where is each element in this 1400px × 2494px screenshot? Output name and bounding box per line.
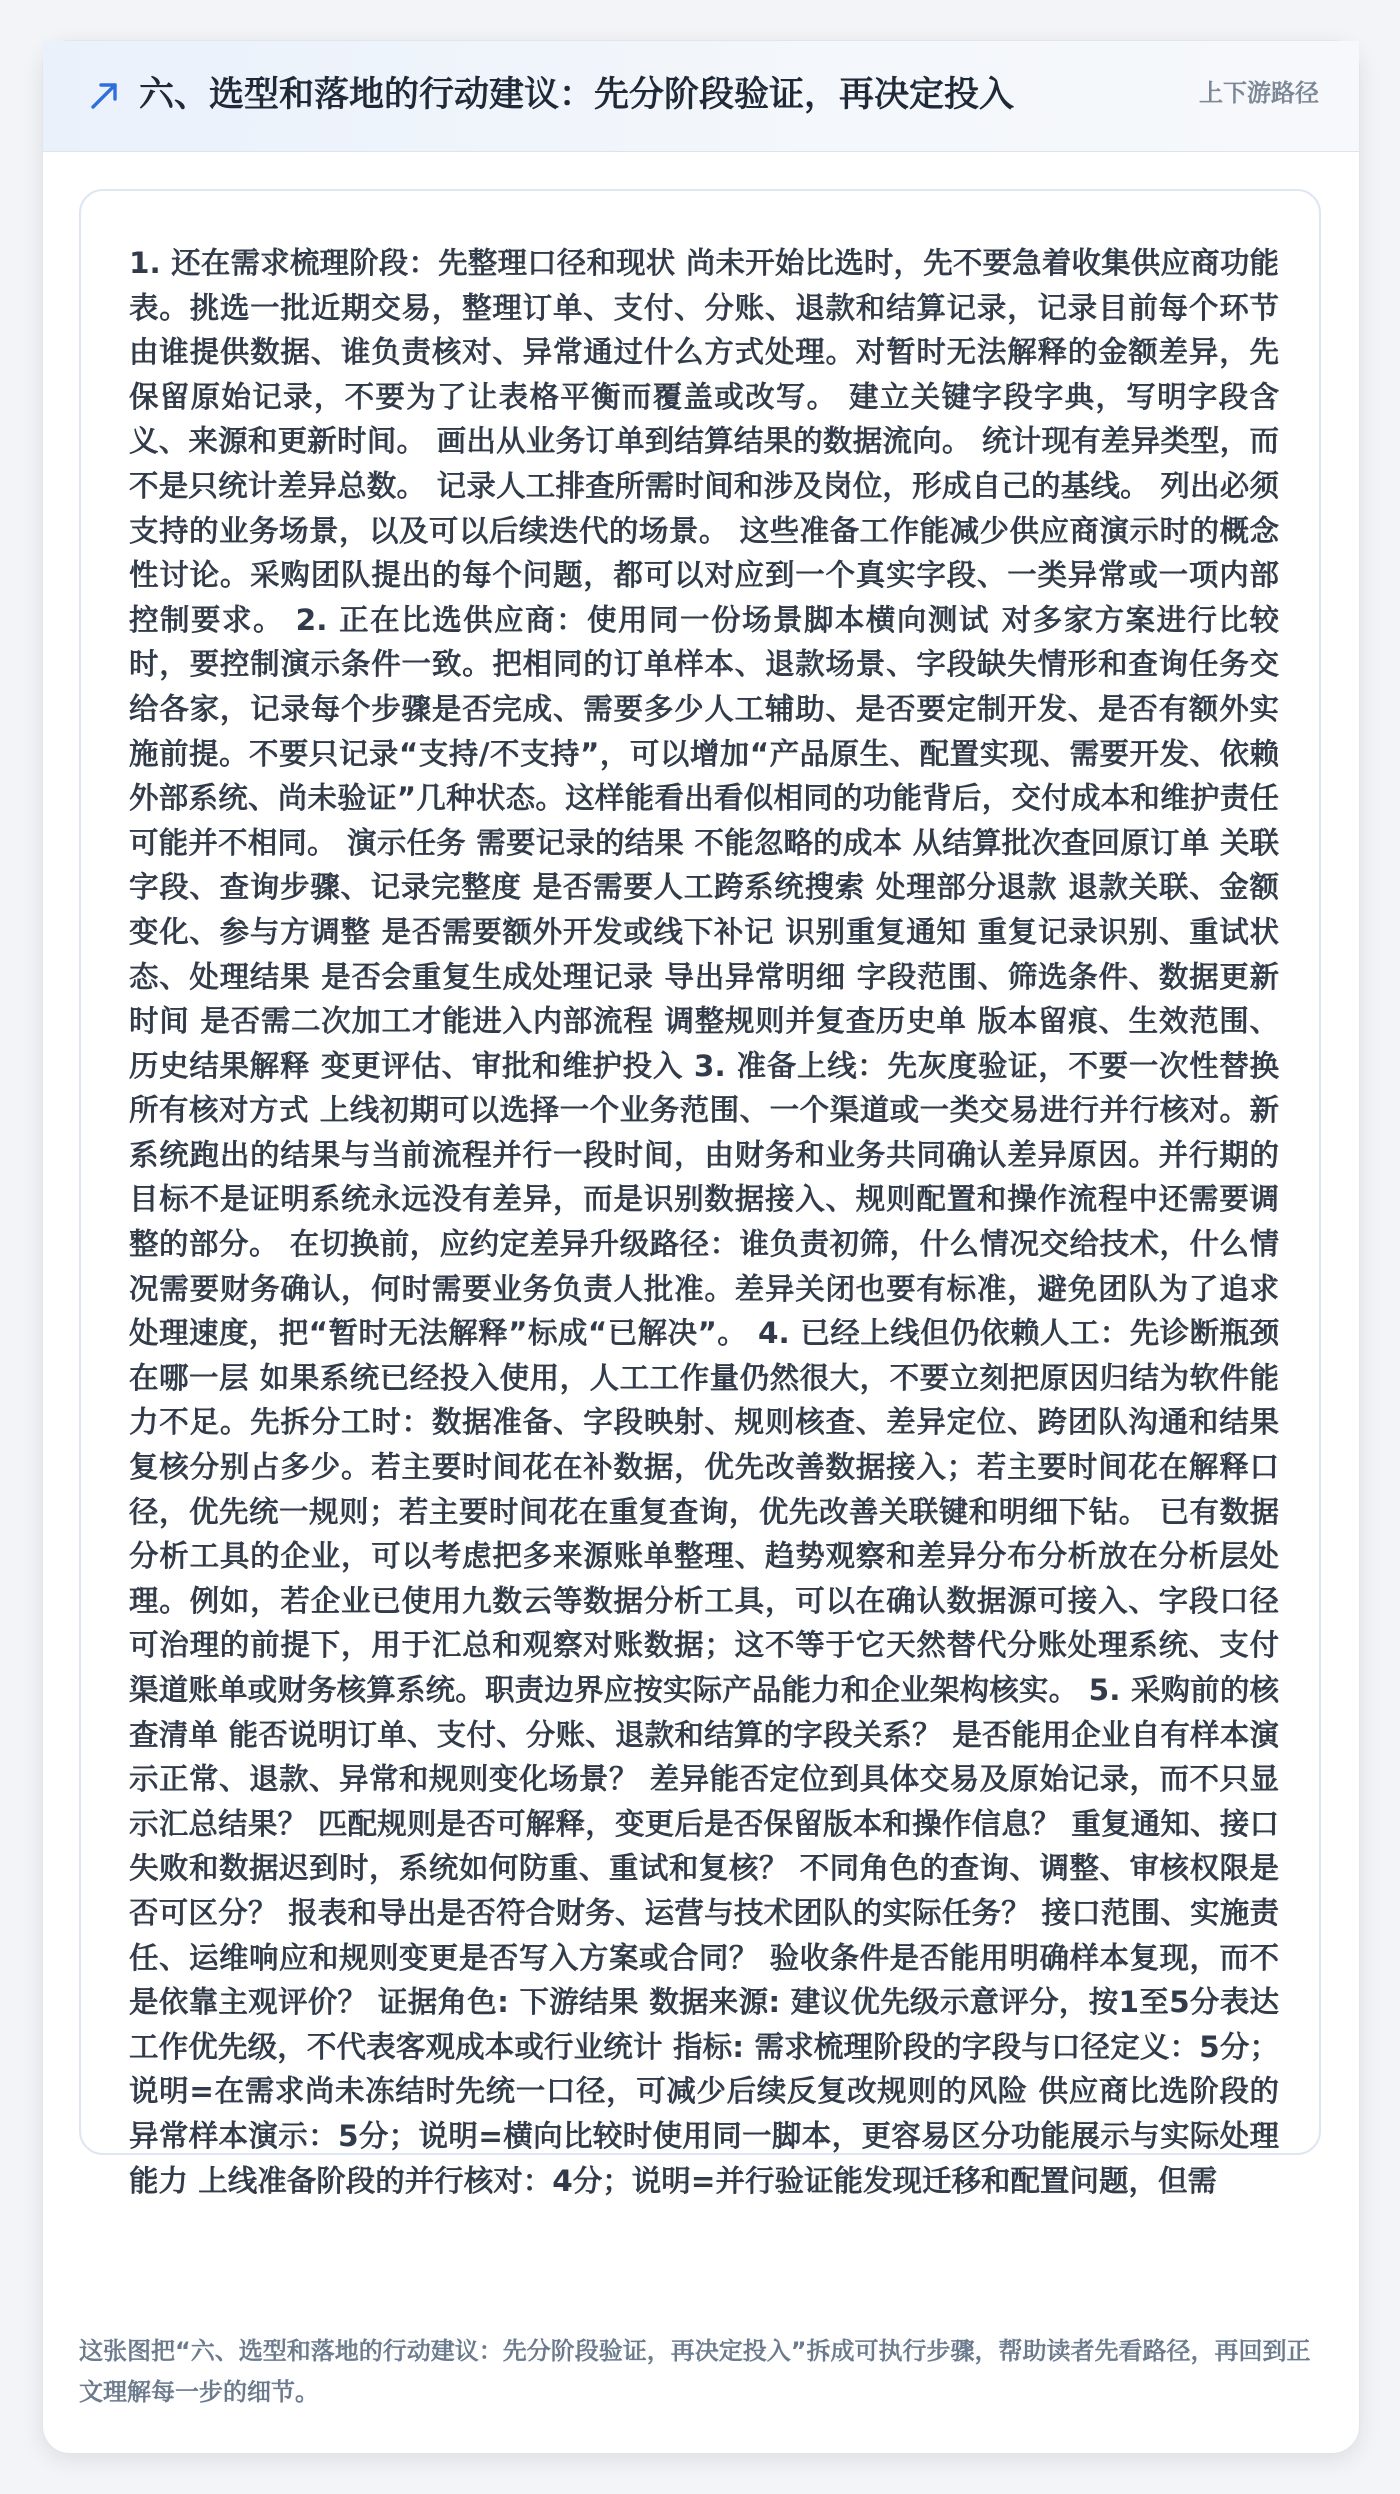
figure-caption: 这张图把“六、选型和落地的行动建议：先分阶段验证，再决定投入”拆成可执行步骤，帮助读者先看路径，再回到正文理解每一步的细节。 — [79, 2337, 1311, 2406]
section-tag: 上下游路径 — [1199, 79, 1319, 107]
card-header — [43, 41, 1359, 152]
content-panel — [79, 189, 1321, 2198]
trend-arrow-icon — [87, 77, 123, 113]
page-title: 六、选型和落地的行动建议：先分阶段验证，再决定投入 — [139, 75, 1015, 115]
body-text: 1. 还在需求梳理阶段：先整理口径和现状 尚未开始比选时，先不要急着收集供应商功能表。挑选一批近期交易，整理订单、支付、分账、退款和结算记录，记录目前每个环节由谁提供数据、谁负责核对、异常通过什么方式处理。对暂时无法解释的金额差异，先保留原始记录，不要为了让表格平衡而覆盖或改写。 建立关键字段字典，写明字段含义、来源和更新时间。 画出从业务订单到结算结果的数据流向。 统计现有差异类型，而不是只统计差异总数。 记录人工排查所需时间和涉及岗位，形成自己的基线。 列出必须支持的业务场景，以及可以后续迭代的场景。 这些准备工作能减少供应商演示时的概念性讨论。采购团队提出的每个问题，都可以对应到一个真实字段、一类异常或一项内部控制要求。 2. 正在比选供应商：使用同一份场景脚本横向测试 对多家方案进行比较时，要控制演示条件一致。把相同的订单样本、退款场景、字段缺失情形和查询任务交给各家，记录每个步骤是否完成、需要多少人工辅助、是否要定制开发、是否有额外实施前提。不要只记录“支持/不支持”，可以增加“产品原生、配置实现、需要开发、依赖外部系统、尚未验证”几种状态。这样能看出看似相同的功能背后，交付成本和维护责任可能并不相同。 演示任务 需要记录的结果 不能忽略的成本 从结算批次查回原订单 关联字段、查询步骤、记录完整度 是否需要人工跨系统搜索 处理部分退款 退款关联、金额变化、参与方调整 是否需要额外开发或线下补记 识别重复通知 重复记录识别、重试状态、处理结果 是否会重复生成处理记录 导出异常明细 字段范围、筛选条件、数据更新时间 是否需二次加工才能进入内部流程 调整规则并复查历史单 版本留痕、生效范围、历史结果解释 变更评估、审批和维护投入 3. 准备上线：先灰度验证，不要一次性替换所有核对方式 上线初期可以选择一个业务范围、一个渠道或一类交易进行并行核对。新系统跑出的结果与当前流程并行一段时间，由财务和业务共同确认差异原因。并行期的目标不是证明系统永远没有差异，而是识别数据接入、规则配置和操作流程中还需要调整的部分。 在切换前，应约定差异升级路径：谁负责初筛，什么情况交给技术，什么情况需要财务确认，何时需要业务负责人批准。差异关闭也要有标准，避免团队为了追求处理速度，把“暂时无法解释”标成“已解决”。 4. 已经上线但仍依赖人工：先诊断瓶颈在哪一层 如果系统已经投入使用，人工工作量仍然很大，不要立刻把原因归结为软件能力不足。先拆分工时：数据准备、字段映射、规则核查、差异定位、跨团队沟通和结果复核分别占多少。若主要时间花在补数据，优先改善数据接入；若主要时间花在解释口径，优先统一规则；若主要时间花在重复查询，优先改善关联键和明细下钻。 已有数据分析工具的企业，可以考虑把多来源账单整理、趋势观察和差异分布分析放在分析层处理。例如，若企业已使用九数云等数据分析工具，可以在确认数据源可接入、字段口径可治理的前提下，用于汇总和观察对账数据；这不等于它天然替代分账处理系统、支付渠道账单或财务核算系统。职责边界应按实际产品能力和企业架构核实。 5. 采购前的核查清单 能否说明订单、支付、分账、退款和结算的字段关系？ 是否能用企业自有样本演示正常、退款、异常和规则变化场景？ 差异能否定位到具体交易及原始记录，而不只显示汇总结果？ 匹配规则是否可解释，变更后是否保留版本和操作信息？ 重复通知、接口失败和数据迟到时，系统如何防重、重试和复核？ 不同角色的查询、调整、审核权限是否可区分？ 报表和导出是否符合财务、运营与技术团队的实际任务？ 接口范围、实施责任、运维响应和规则变更是否写入方案或合同？ 验收条件是否能用明确样本复现，而不是依靠主观评价？ 证据角色: 下游结果 数据来源: 建议优先级示意评分，按1至5分表达工作优先级，不代表客观成本或行业统计 指标: 需求梳理阶段的字段与口径定义：5分；说明=在需求尚未冻结时先统一口径，可减少后续反复改规则的风险 供应商比选阶段的异常样本演示：5分；说明=横向比较时使用同一脚本，更容易区分功能展示与实际处理能力 上线准备阶段的并行核对：4分；说明=并行验证能发现迁移和配置问题，但需 — [129, 246, 1279, 2198]
article-card — [42, 40, 1360, 2454]
